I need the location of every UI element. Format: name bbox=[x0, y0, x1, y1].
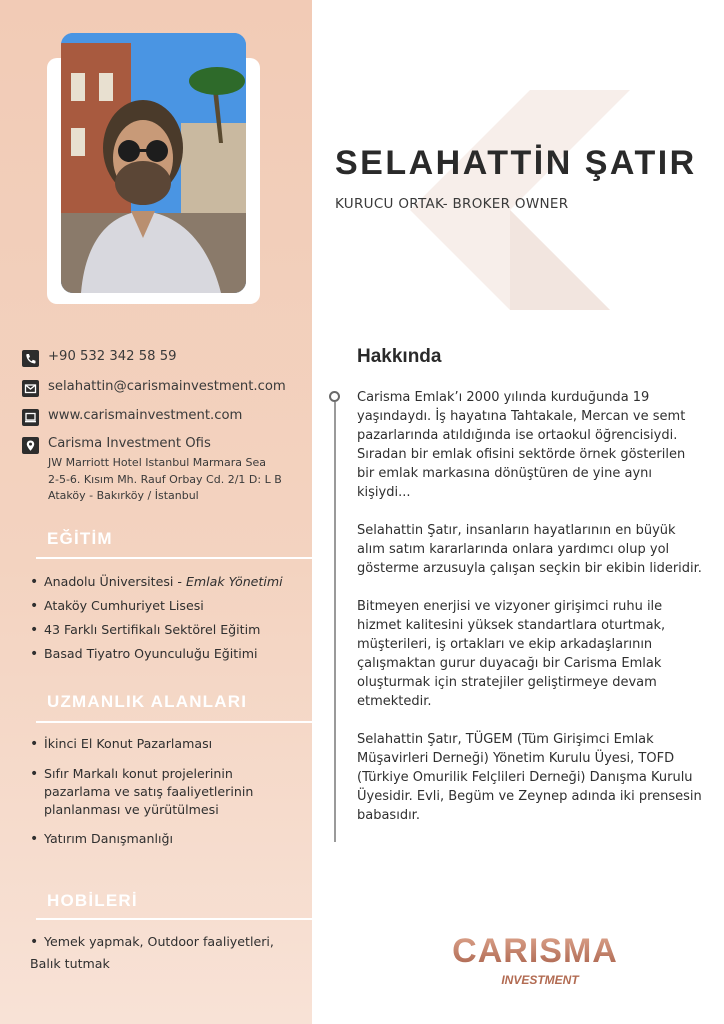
expertise-list bbox=[30, 735, 253, 848]
about-paragraph: Selahattin Şatır, TÜGEM (Tüm Girişimci Emlak Müşavirleri Derneği) Yönetim Kurulu Üyesi, TOFD (Türkiye Omurilik Felçlileri Derneği) Danışma Kurulu Üyesidir. Evli, Begüm ve Zeynep adında iki prensesin babasıdır. bbox=[357, 732, 702, 823]
hobbies-heading: HOBİLERİ bbox=[47, 891, 138, 910]
about-paragraph: Selahattin Şatır, insanların hayatlarının en büyük alım satım kararlarında onlara yardımcı olup yol gösterme arzusuyla çalışan seçkin bir ekibin lideridir. bbox=[357, 523, 702, 576]
office-name: Carisma Investment Ofis bbox=[48, 436, 211, 451]
education-heading: EĞİTİM bbox=[47, 529, 113, 548]
about-heading: Hakkında bbox=[357, 346, 442, 367]
list-item: • Anadolu Üniversitesi - Emlak Yönetimi bbox=[30, 570, 283, 594]
about-paragraph: Carisma Emlak’ı 2000 yılında kurduğunda 19 yaşındaydı. İş hayatına Tahtakale, Mercan ve semt pazarlarında atıldığında ise ortaokul öğrencisiydi. Sıradan bir emlak ofisini sektörde örnek gösterilen bir emlak markasına dönüştüren de yine aynı kişiydi... bbox=[357, 390, 686, 500]
list-item: • İkinci El Konut Pazarlaması bbox=[30, 735, 253, 753]
person-name: SELAHATTİN ŞATIR bbox=[335, 144, 697, 182]
about-paragraph: Bitmeyen enerjisi ve vizyoner girişimci ruhu ile hizmet kalitesini yüksek standartlara oturtmak, müşterileri, iş ortakları ve ekip arkadaşlarının çalışmaktan gurur duyacağı bir Carisma Emlak oluşturmak için stratejiler geliştirmeye devam etmektedir. bbox=[357, 599, 666, 709]
email-address: selahattin@carismainvestment.com bbox=[48, 379, 286, 394]
education-list bbox=[30, 570, 283, 666]
list-item: • Yemek yapmak, Outdoor faaliyetleri, Balık tutmak bbox=[30, 931, 274, 975]
education-divider bbox=[36, 557, 312, 559]
phone-number: +90 532 342 58 59 bbox=[48, 349, 177, 364]
profile-photo bbox=[61, 33, 246, 293]
expertise-divider bbox=[36, 721, 312, 723]
list-item: • 43 Farklı Sertifikalı Sektörel Eğitim bbox=[30, 618, 283, 642]
expertise-heading: UZMANLIK ALANLARI bbox=[47, 692, 248, 711]
mail-icon bbox=[22, 380, 39, 397]
svg-text:CARISMA: CARISMA bbox=[452, 932, 618, 970]
hobbies-list bbox=[30, 931, 274, 975]
laptop-icon bbox=[22, 409, 39, 426]
address-line: JW Marriott Hotel Istanbul Marmara Sea bbox=[48, 456, 267, 469]
hobbies-divider bbox=[36, 918, 312, 920]
location-pin-icon bbox=[22, 437, 39, 454]
list-item: • Sıfır Markalı konut projelerinin pazarlama ve satış faaliyetlerinin planlanması ve yürütülmesi bbox=[30, 765, 253, 819]
website-url: www.carismainvestment.com bbox=[48, 408, 243, 423]
address-line: 2-5-6. Kısım Mh. Rauf Orbay Cd. 2/1 D: L B bbox=[48, 472, 282, 486]
timeline-line bbox=[334, 402, 336, 842]
timeline-dot bbox=[329, 391, 340, 402]
office-address bbox=[48, 455, 308, 505]
phone-icon bbox=[22, 350, 39, 367]
carisma-logo bbox=[440, 928, 630, 993]
address-line: Ataköy - Bakırköy / İstanbul bbox=[48, 489, 199, 502]
svg-text:INVESTMENT: INVESTMENT bbox=[501, 973, 579, 987]
list-item: • Ataköy Cumhuriyet Lisesi bbox=[30, 594, 283, 618]
about-text bbox=[357, 388, 702, 844]
list-item: • Basad Tiyatro Oyunculuğu Eğitimi bbox=[30, 642, 283, 666]
job-title: KURUCU ORTAK- BROKER OWNER bbox=[335, 196, 569, 212]
list-item: • Yatırım Danışmanlığı bbox=[30, 830, 253, 848]
